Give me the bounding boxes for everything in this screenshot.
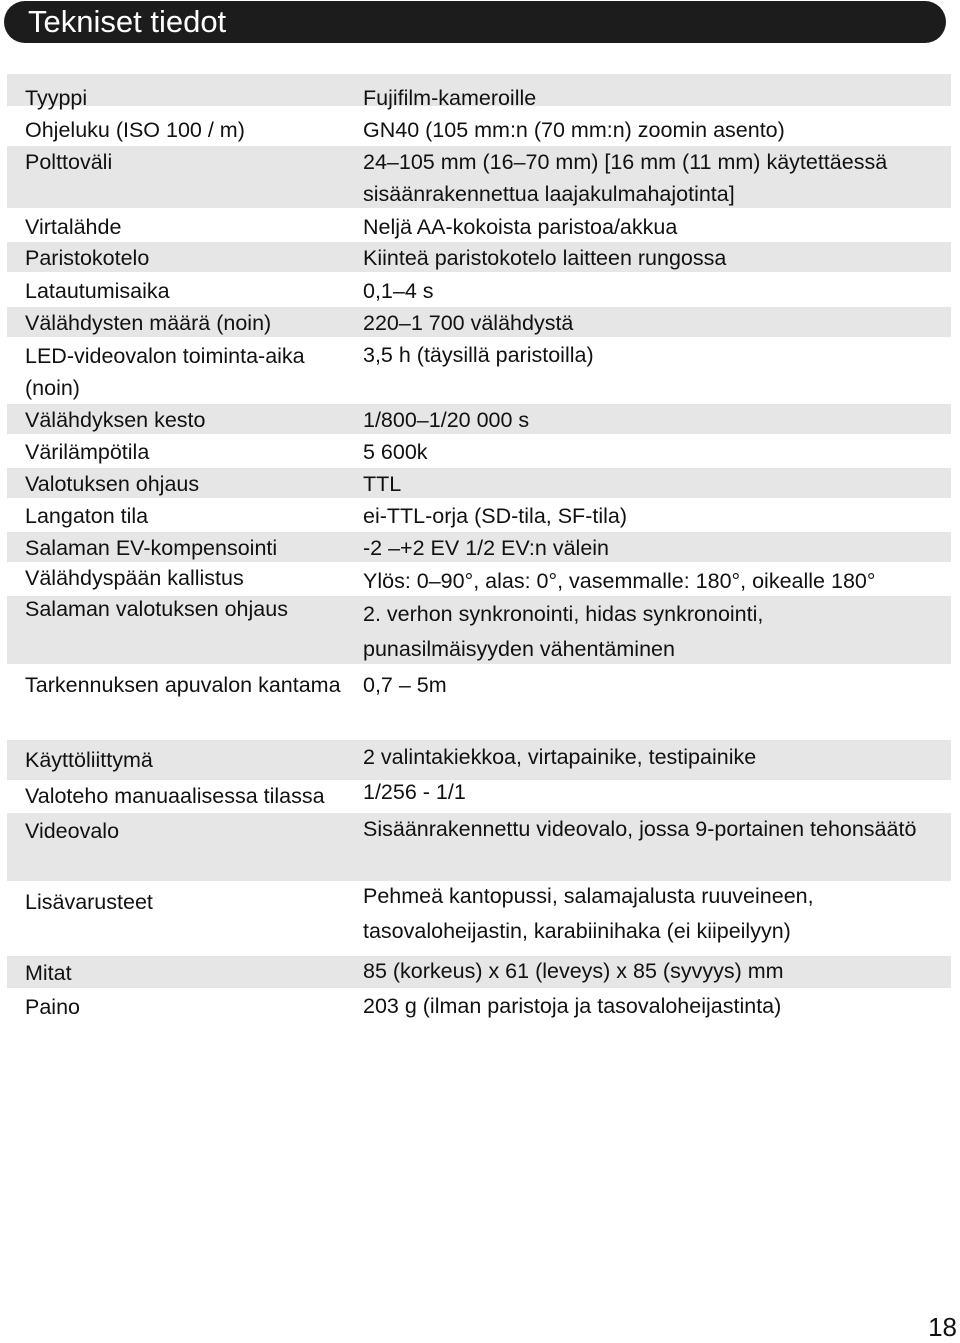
spec-row (7, 813, 951, 881)
spec-row (7, 740, 951, 780)
spec-label: Välähdyksen kesto (25, 408, 206, 432)
spec-row (7, 564, 951, 594)
spec-label: Salaman EV-kompensointi (25, 536, 278, 560)
spec-label: Paristokotelo (25, 246, 150, 270)
spec-value: 2 valintakiekkoa, virtapainike, testipainike (363, 745, 757, 769)
spec-row (7, 307, 951, 337)
spec-value: 85 (korkeus) x 61 (leveys) x 85 (syvyys) mm (363, 959, 784, 983)
spec-row (7, 436, 951, 466)
spec-row (7, 500, 951, 530)
spec-value: 5 600k (363, 440, 428, 464)
spec-label: Langaton tila (25, 504, 149, 528)
spec-label: Ohjeluku (ISO 100 / m) (25, 118, 245, 142)
spec-value: 24–105 mm (16–70 mm) [16 mm (11 mm) käytettäessä sisäänrakennettua laajakulmahajotinta] (363, 150, 888, 206)
spec-value: 220–1 700 välähdystä (363, 311, 574, 335)
spec-label: Valotuksen ohjaus (25, 472, 200, 496)
section-title-bar (4, 1, 946, 43)
spec-value: Neljä AA-kokoista paristoa/akkua (363, 215, 678, 239)
spec-label: Videovalo (25, 819, 120, 843)
spec-label: Virtalähde (25, 215, 122, 239)
spec-row (7, 883, 951, 953)
spec-value: Kiinteä paristokotelo laitteen rungossa (363, 246, 727, 270)
spec-row (7, 596, 951, 664)
section-title: Tekniset tiedot (28, 4, 227, 39)
spec-row (7, 468, 951, 498)
spec-row (7, 781, 951, 811)
spec-value: 203 g (ilman paristoja ja tasovaloheijastinta) (363, 994, 782, 1018)
spec-value: 0,1–4 s (363, 279, 434, 303)
spec-row (7, 666, 951, 736)
spec-value: GN40 (105 mm:n (70 mm:n) zoomin asento) (363, 118, 785, 142)
spec-row (7, 956, 951, 988)
spec-value: Ylös: 0–90°, alas: 0°, vasemmalle: 180°, oikealle 180° (363, 569, 876, 593)
spec-value: Sisäänrakennettu videovalo, jossa 9-portainen tehonsäätö (363, 817, 917, 841)
spec-label: Välähdysten määrä (noin) (25, 311, 272, 335)
spec-label: Tarkennuksen apuvalon kantama (25, 673, 341, 697)
spec-value: 1/800–1/20 000 s (363, 408, 530, 432)
spec-label: Käyttöliittymä (25, 748, 153, 772)
spec-row (7, 211, 951, 241)
spec-value: 2. verhon synkronointi, hidas synkronointi, punasilmäisyyden vähentäminen (363, 602, 764, 661)
spec-row (7, 532, 951, 562)
spec-value: Fujifilm-kameroille (363, 86, 537, 110)
spec-row (7, 242, 951, 272)
spec-value: 3,5 h (täysillä paristoilla) (363, 343, 594, 367)
spec-row (7, 74, 951, 110)
spec-label: Latautumisaika (25, 279, 170, 303)
spec-label: Polttoväli (25, 150, 113, 174)
page-number: 18 (928, 1312, 957, 1342)
spec-value: 0,7 – 5m (363, 673, 447, 697)
spec-row (7, 146, 951, 208)
spec-row (7, 990, 951, 1024)
spec-label: Mitat (25, 961, 72, 985)
spec-value: TTL (363, 472, 402, 496)
spec-label: Paino (25, 995, 80, 1019)
spec-label: Valoteho manuaalisessa tilassa (25, 784, 325, 808)
spec-label: Lisävarusteet (25, 890, 153, 914)
spec-label: LED-videovalon toiminta-aika (noin) (25, 344, 305, 400)
spec-row (7, 339, 951, 401)
spec-value: Pehmeä kantopussi, salamajalusta ruuveineen, tasovaloheijastin, karabiinihaka (ei kiipeilyyn) (363, 884, 814, 943)
spec-row (7, 275, 951, 305)
spec-value: -2 –+2 EV 1/2 EV:n välein (363, 536, 610, 560)
spec-value: ei-TTL-orja (SD-tila, SF-tila) (363, 504, 627, 528)
spec-value: 1/256 - 1/1 (363, 780, 466, 804)
spec-row (7, 114, 951, 144)
spec-label: Salaman valotuksen ohjaus (25, 597, 288, 621)
spec-label: Välähdyspään kallistus (25, 566, 244, 590)
spec-row (7, 404, 951, 434)
spec-label: Värilämpötila (25, 440, 150, 464)
spec-label: Tyyppi (25, 86, 88, 110)
